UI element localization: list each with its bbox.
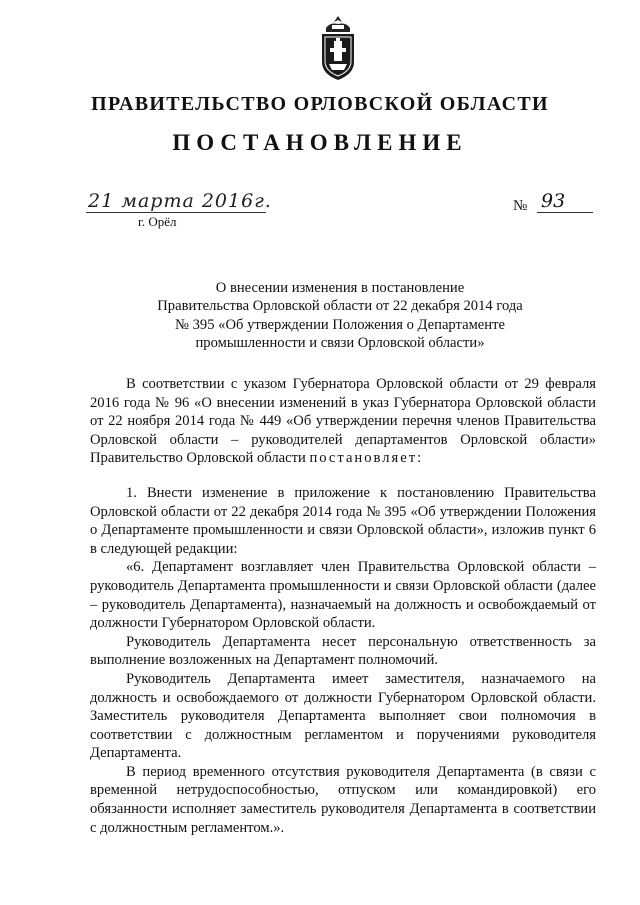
body-paragraph: «6. Департамент возглавляет член Правительства Орловской области – руководитель Департамента промышленности и связи Орловской области (далее – руководитель Департамента), назначаемый на должность и освобождаемый от должности Губернатором Орловской области.: [90, 559, 596, 632]
subject-line: промышленности и связи Орловской области»: [195, 335, 485, 352]
document-subject: [100, 279, 580, 353]
body-paragraph: 1. Внести изменение в приложение к постановлению Правительства Орловской области от 22 декабря 2014 года № 395 «Об утверждении Положения о Департаменте промышленности и связи Орловской области», изложив пункт 6 в следующей редакции:: [90, 484, 596, 557]
preamble-text: В соответствии с указом Губернатора Орловской области от 29 февраля 2016 года № 96 «О внесении изменений в указ Губернатора Орловской области от 22 ноября 2014 года № 449 «Об утверждении перечня членов Правительства Орловской области – руководителей департаментов Орловской области» Правительство Орловской области: [90, 376, 596, 467]
body-paragraph: Руководитель Департамента имеет заместителя, назначаемого на должность и освобождаемого от должности Губернатором Орловской области. Заместитель руководителя Департамента выполняет свои полномочия в соответствии с должностным регламентом и поручениями руководителя Департамента.: [90, 670, 596, 762]
subject-line: Правительства Орловской области от 22 декабря 2014 года: [157, 298, 523, 315]
handwritten-number: 93: [541, 190, 566, 212]
city-label: г. Орёл: [138, 214, 177, 229]
handwritten-date: 21 марта 2016г.: [88, 190, 272, 212]
number-underline: [537, 212, 593, 213]
subject-line: № 395 «Об утверждении Положения о Департаменте: [175, 316, 505, 333]
preamble-paragraph: [90, 375, 596, 468]
body-paragraph: Руководитель Департамента несет персональную ответственность за выполнение возложенных на Департамент полномочий.: [90, 633, 596, 669]
body-paragraph: В период временного отсутствия руководителя Департамента (в связи с временной нетрудоспособностью, отпуском или командировкой) его обязанности исполняет заместитель руководителя Департамента в соответствии с должностным регламентом.».: [90, 763, 596, 836]
subject-line: О внесении изменения в постановление: [215, 280, 465, 296]
organization-title: ПРАВИТЕЛЬСТВО ОРЛОВСКОЙ ОБЛАСТИ: [91, 93, 549, 115]
document-type-title: ПОСТАНОВЛЕНИЕ: [172, 130, 468, 155]
document-body: [90, 375, 596, 837]
decree-word: постановляет:: [309, 450, 424, 467]
coat-of-arms-emblem: [316, 14, 360, 82]
date-underline: [86, 212, 266, 213]
number-prefix: №: [513, 198, 528, 214]
